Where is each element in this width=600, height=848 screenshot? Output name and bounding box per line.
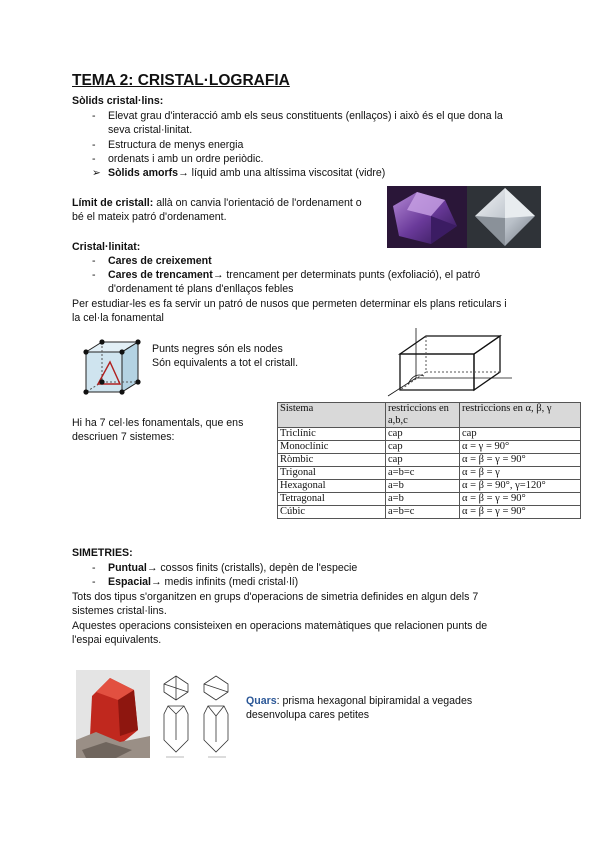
table-cell: Ròmbic	[278, 454, 386, 467]
table-cell: cap	[460, 428, 581, 441]
table-cell: a=b=c	[386, 467, 460, 480]
table-cell: a=b=c	[386, 506, 460, 519]
quartz-crystal-photo	[76, 670, 150, 758]
crystal-systems-table	[277, 402, 581, 519]
solids-heading: Sòlids cristal·lins:	[72, 95, 164, 107]
nodes-text-1: Punts negres són els nodes	[152, 343, 283, 355]
table-cell: a=b	[386, 480, 460, 493]
symmetry-paragraph-2: Aquestes operacions consisteixen en operacions matemàtiques que relacionen punts de	[72, 620, 488, 632]
table-cell: α = β = γ = 90°	[460, 493, 581, 506]
crystallinity-heading: Cristal·linitat:	[72, 241, 141, 253]
table-header-cell: Sistema	[278, 403, 386, 428]
crystallinity-paragraph: Per estudiar-les es fa servir un patró de nusos que permeten determinar els plans reticulars i	[72, 298, 507, 310]
table-cell: Hexagonal	[278, 480, 386, 493]
symmetry-heading: SIMETRIES:	[72, 547, 133, 559]
cells-text-2: descriuen 7 sistemes:	[72, 431, 175, 443]
table-cell: α = β = γ = 90°	[460, 454, 581, 467]
page-title: TEMA 2: CRISTAL·LOGRAFIA	[72, 72, 290, 89]
table-cell: cap	[386, 441, 460, 454]
table-cell: Cúbic	[278, 506, 386, 519]
table-cell: Triclínic	[278, 428, 386, 441]
quartz-text-2: desenvolupa cares petites	[246, 709, 370, 721]
table-cell: α = β = 90°, γ=120°	[460, 480, 581, 493]
symmetry-paragraph-2-cont: l'espai equivalents.	[72, 634, 162, 646]
table-cell: a=b	[386, 493, 460, 506]
limit-paragraph-cont: bé el mateix patró d'ordenament.	[72, 211, 227, 223]
table-cell: cap	[386, 428, 460, 441]
table-row	[278, 428, 581, 441]
quartz-label: Quars	[246, 695, 277, 707]
table-row	[278, 441, 581, 454]
limit-paragraph: Límit de cristall: allà on canvia l'orientació de l'ordenament o	[72, 197, 362, 209]
table-row	[278, 480, 581, 493]
table-cell: α = β = γ = 90°	[460, 506, 581, 519]
symmetry-paragraph-1-cont: sistemes cristal·lins.	[72, 605, 167, 617]
table-header-cell: restriccions en α, β, γ	[460, 403, 581, 428]
table-row	[278, 493, 581, 506]
nodes-text-2: Són equivalents a tot el cristall.	[152, 357, 299, 369]
amorphous-label: Sòlids amorfs	[108, 167, 179, 179]
table-cell: Tetragonal	[278, 493, 386, 506]
crystallinity-paragraph-cont: la cel·la fonamental	[72, 312, 164, 324]
table-cell: Monoclínic	[278, 441, 386, 454]
table-row	[278, 467, 581, 480]
quartz-text-1: Quars: prisma hexagonal bipiramidal a vegades	[246, 695, 473, 707]
cube-lattice-diagram	[74, 338, 146, 400]
table-cell: cap	[386, 454, 460, 467]
unit-cell-diagram	[378, 326, 520, 398]
fluorite-crystal-photo	[387, 186, 541, 248]
table-row	[278, 506, 581, 519]
table-cell: Trigonal	[278, 467, 386, 480]
symmetry-paragraph-1: Tots dos tipus s'organitzen en grups d'operacions de simetria definides en algun dels 7	[72, 591, 479, 603]
table-header-cell: restriccions en a,b,c	[386, 403, 460, 428]
cells-text-1: Hi ha 7 cel·les fonamentals, que ens	[72, 417, 244, 429]
table-header-row	[278, 403, 581, 428]
table-cell: α = β = γ	[460, 467, 581, 480]
quartz-crystal-drawings	[156, 670, 240, 760]
table-cell: α = γ = 90°	[460, 441, 581, 454]
table-row	[278, 454, 581, 467]
